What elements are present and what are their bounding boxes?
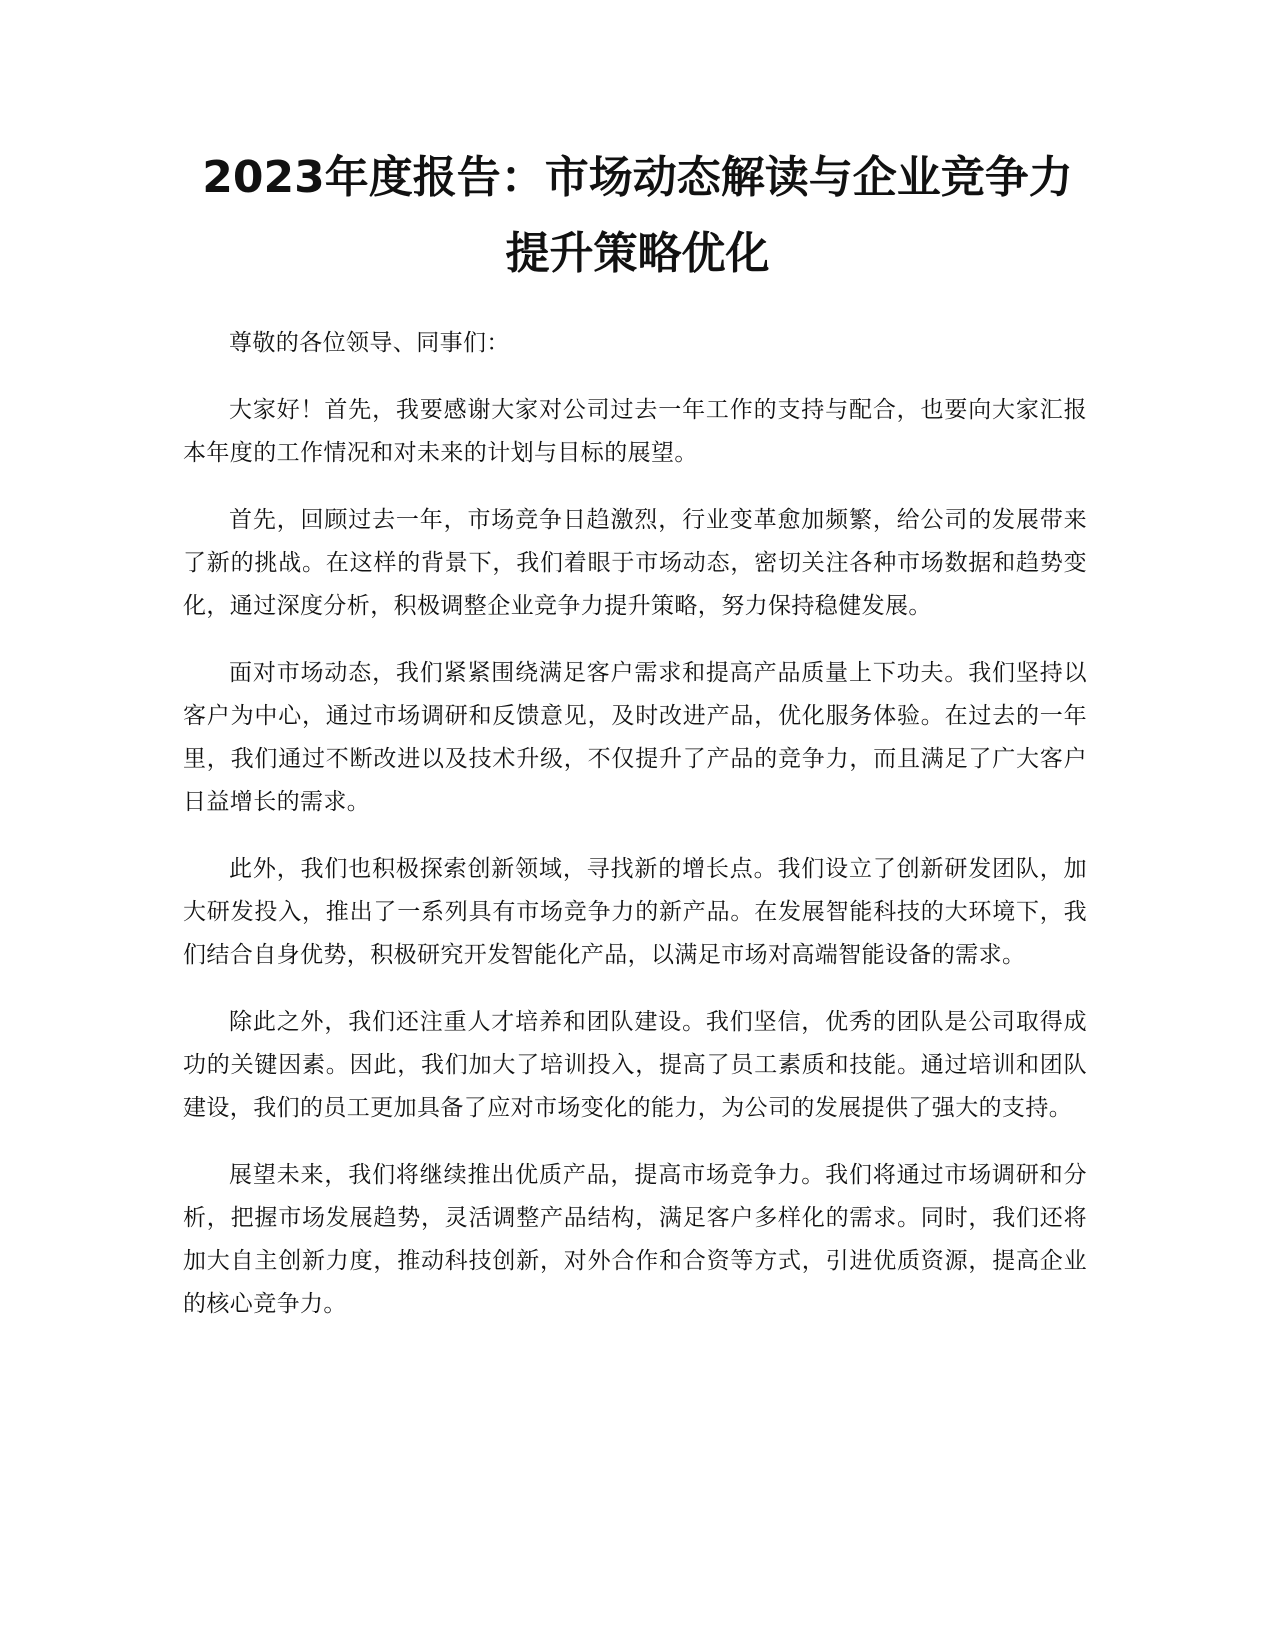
document-title (150, 140, 1125, 292)
paragraph-greeting: 大家好！首先，我要感谢大家对公司过去一年工作的支持与配合，也要向大家汇报本年度的工作情况和对未来的计划与目标的展望。 (183, 397, 1087, 466)
paragraph-review: 首先，回顾过去一年，市场竞争日趋激烈，行业变革愈加频繁，给公司的发展带来了新的挑战。在这样的背景下，我们着眼于市场动态，密切关注各种市场数据和趋势变化，通过深度分析，积极调整企业竞争力提升策略，努力保持稳健发展。 (183, 507, 1087, 619)
paragraph-salutation: 尊敬的各位领导、同事们： (229, 330, 510, 356)
title-line-2: 提升策略优化 (505, 228, 770, 279)
paragraph-talent: 除此之外，我们还注重人才培养和团队建设。我们坚信，优秀的团队是公司取得成功的关键因素。因此，我们加大了培训投入，提高了员工素质和技能。通过培训和团队建设，我们的员工更加具备了应对市场变化的能力，为公司的发展提供了强大的支持。 (183, 1009, 1087, 1121)
title-line-1: 2023年度报告：市场动态解读与企业竞争力 (202, 152, 1073, 203)
paragraph-outlook: 展望未来，我们将继续推出优质产品，提高市场竞争力。我们将通过市场调研和分析，把握市场发展趋势，灵活调整产品结构，满足客户多样化的需求。同时，我们还将加大自主创新力度，推动科技创新，对外合作和合资等方式，引进优质资源，提高企业的核心竞争力。 (183, 1162, 1087, 1317)
paragraph-customer-focus: 面对市场动态，我们紧紧围绕满足客户需求和提高产品质量上下功夫。我们坚持以客户为中心，通过市场调研和反馈意见，及时改进产品，优化服务体验。在过去的一年里，我们通过不断改进以及技术升级，不仅提升了产品的竞争力，而且满足了广大客户日益增长的需求。 (183, 660, 1087, 815)
document-body (183, 322, 1087, 1350)
paragraph-innovation: 此外，我们也积极探索创新领域，寻找新的增长点。我们设立了创新研发团队，加大研发投入，推出了一系列具有市场竞争力的新产品。在发展智能科技的大环境下，我们结合自身优势，积极研究开发智能化产品，以满足市场对高端智能设备的需求。 (183, 856, 1087, 968)
